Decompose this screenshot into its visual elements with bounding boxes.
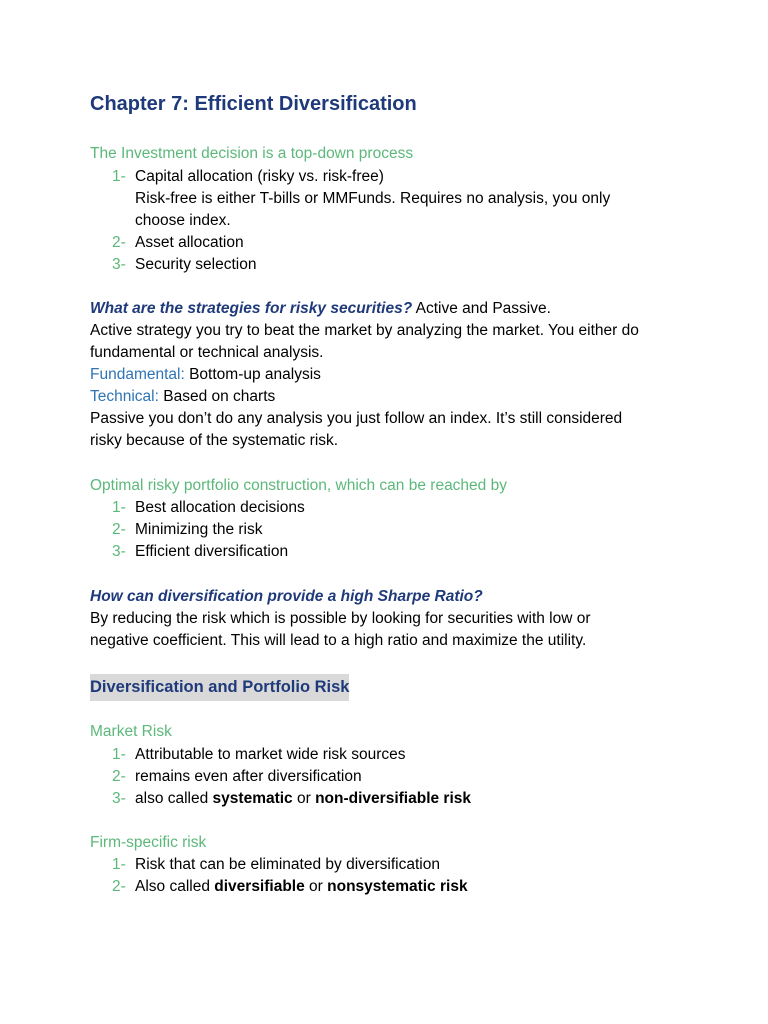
list-item: Minimizing the risk (135, 521, 263, 538)
list-number: 1- (112, 168, 126, 185)
list-item: Attributable to market wide risk sources (135, 746, 406, 763)
passive-text: risky because of the systematic risk. (90, 432, 339, 449)
fundamental-label: Fundamental: (90, 366, 185, 383)
item-text: also called (135, 790, 213, 807)
list-number: 3- (112, 256, 126, 273)
strategies-paragraph (90, 298, 551, 320)
item-bold: nonsystematic risk (327, 878, 468, 895)
list-number: 1- (112, 746, 126, 763)
list-number: 1- (112, 499, 126, 516)
chapter-title: Chapter 7: Efficient Diversification (90, 93, 417, 115)
market-risk-heading: Market Risk (90, 723, 172, 740)
list-item: Efficient diversification (135, 543, 289, 560)
item-bold: systematic (212, 790, 293, 807)
sharpe-answer: negative coefficient. This will lead to a high ratio and maximize the utility. (90, 632, 587, 649)
list-number: 3- (112, 543, 126, 560)
strategies-question: What are the strategies for risky securities? (90, 300, 413, 317)
investment-heading: The Investment decision is a top-down process (90, 145, 414, 162)
item-text: or (304, 878, 328, 895)
active-text: Active strategy you try to beat the market by analyzing the market. You either do (90, 322, 639, 339)
strategies-answer: Active and Passive. (412, 300, 551, 317)
list-item (135, 876, 468, 898)
item-bold: diversifiable (214, 878, 305, 895)
list-item: Best allocation decisions (135, 499, 305, 516)
list-number: 2- (112, 521, 126, 538)
fundamental-value: Bottom-up analysis (184, 366, 321, 383)
item-bold: non-diversifiable risk (315, 790, 472, 807)
list-number: 2- (112, 234, 126, 251)
list-item: remains even after diversification (135, 768, 362, 785)
list-number: 3- (112, 790, 126, 807)
technical-value: Based on charts (158, 388, 276, 405)
list-item: Capital allocation (risky vs. risk-free) (135, 168, 384, 185)
list-item: Asset allocation (135, 234, 244, 251)
list-item-continuation: Risk-free is either T-bills or MMFunds. Requires no analysis, you only (135, 190, 611, 207)
list-number: 1- (112, 856, 126, 873)
sharpe-answer: By reducing the risk which is possible by looking for securities with low or (90, 610, 591, 627)
item-text: or (292, 790, 316, 807)
fundamental-line (90, 364, 321, 386)
passive-text: Passive you don’t do any analysis you just follow an index. It’s still considered (90, 410, 623, 427)
list-number: 2- (112, 878, 126, 895)
section-title: Diversification and Portfolio Risk (90, 674, 349, 701)
sharpe-question: How can diversification provide a high Sharpe Ratio? (90, 588, 483, 605)
list-item-continuation: choose index. (135, 212, 231, 229)
list-item: Security selection (135, 256, 257, 273)
technical-label: Technical: (90, 388, 159, 405)
list-item: Risk that can be eliminated by diversification (135, 856, 440, 873)
active-text: fundamental or technical analysis. (90, 344, 324, 361)
optimal-heading: Optimal risky portfolio construction, which can be reached by (90, 477, 507, 494)
item-text: Also called (135, 878, 215, 895)
technical-line (90, 386, 275, 408)
firm-risk-heading: Firm-specific risk (90, 834, 207, 851)
list-number: 2- (112, 768, 126, 785)
list-item (135, 788, 471, 810)
